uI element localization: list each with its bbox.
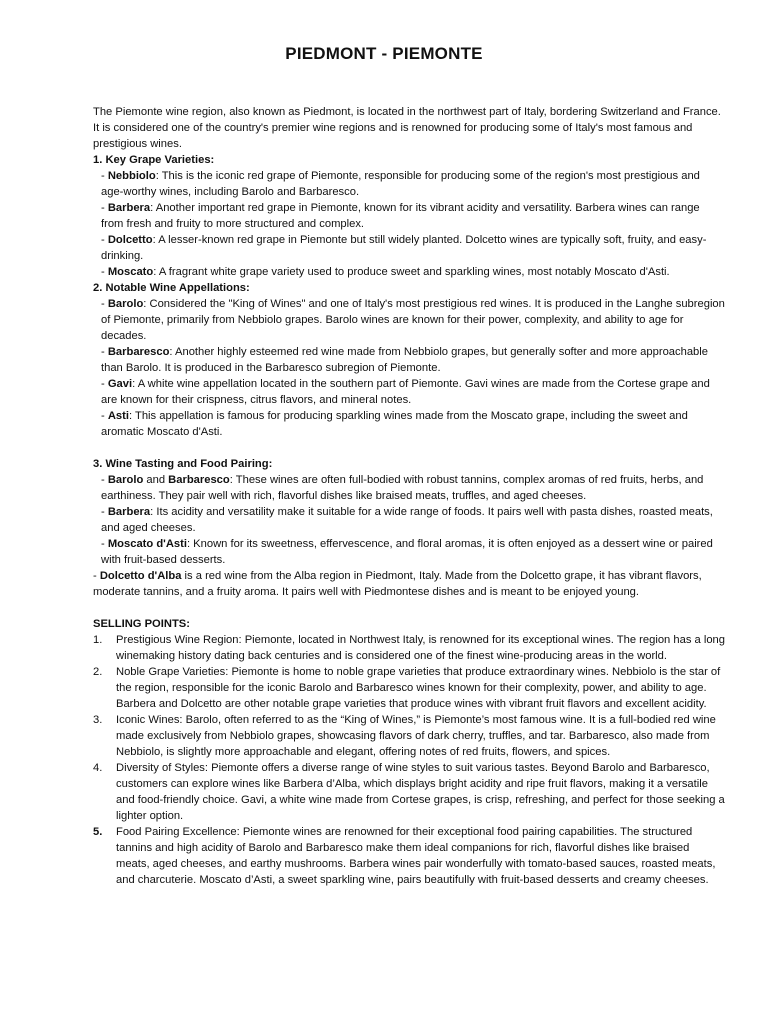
document-body (93, 104, 725, 888)
spacer (93, 600, 725, 616)
list-item: - Nebbiolo: This is the iconic red grape of Piemonte, responsible for producing some of the region's most prestigious and age-worthy wines, including Barolo and Barbaresco. (101, 170, 700, 198)
item-text: : A white wine appellation located in the southern part of Piemonte. Gavi wines are made from the Cortese grape and are known for their crispness, citrus flavors, and mineral notes. (101, 378, 710, 406)
list-item: - Dolcetto: A lesser-known red grape in Piemonte but still widely planted. Dolcetto wines are typically soft, fruity, and easy-drinking. (101, 234, 707, 262)
point-number: 2. (93, 666, 103, 678)
item-text: : A lesser-known red grape in Piemonte but still widely planted. Dolcetto wines are typically soft, fruity, and easy-drinking. (101, 234, 707, 262)
item-text: : Considered the "King of Wines" and one of Italy's most prestigious red wines. It is produced in the Langhe subregion of Piemonte, primarily from Nebbiolo grapes. Barolo wines are known for their power, complexity, and ability to age for decades. (101, 298, 725, 342)
intro-paragraph: The Piemonte wine region, also known as Piedmont, is located in the northwest part of Italy, bordering Switzerland and France. It is considered one of the country's premier wine regions and is renowned for producing some of Italy's most famous and prestigious wines. (93, 106, 721, 150)
selling-point (93, 632, 725, 664)
item-name: Barolo (107, 474, 144, 486)
item-text: : This is the iconic red grape of Piemonte, responsible for producing some of the region's most prestigious and age-worthy wines, including Barolo and Barbaresco. (101, 170, 700, 198)
item-text: : Another highly esteemed red wine made from Nebbiolo grapes, but generally softer and more approachable than Barolo. It is produced in the Barbaresco subregion of Piemonte. (101, 346, 708, 374)
section-heading-pairing: 3. Wine Tasting and Food Pairing: (93, 458, 273, 470)
item-name: Barbera (107, 202, 151, 214)
list-item: - Moscato: A fragrant white grape variety used to produce sweet and sparkling wines, most notably Moscato d'Asti. (101, 266, 670, 278)
section-heading-appellations: 2. Notable Wine Appellations: (93, 282, 250, 294)
list-item: - Asti: This appellation is famous for producing sparkling wines made from the Moscato grape, including the sweet and aromatic Moscato d'Asti. (101, 410, 688, 438)
point-text: Noble Grape Varieties: Piemonte is home to noble grape varieties that produce extraordinary wines. Nebbiolo is the star of the region, responsible for the iconic Barolo and Barbaresco wines known for their complexity, power, and ability to age. Barbera and Dolcetto are other notable grape varieties that produce wines with vibrant fruit flavors and excellent acidity. (116, 666, 721, 710)
item-conjunction: and (143, 474, 169, 486)
point-number: 1. (93, 634, 103, 646)
selling-points-list (93, 632, 725, 888)
item-name: Moscato (107, 266, 154, 278)
spacer (93, 440, 725, 456)
item-name: Barbaresco (107, 346, 170, 358)
list-item: - Barbaresco: Another highly esteemed red wine made from Nebbiolo grapes, but generally softer and more approachable than Barolo. It is produced in the Barbaresco subregion of Piemonte. (101, 346, 708, 374)
item-name: Barolo (107, 298, 144, 310)
list-item: - Moscato d'Asti: Known for its sweetness, effervescence, and floral aromas, it is often enjoyed as a dessert wine or paired with fruit-based desserts. (101, 538, 713, 566)
item-name: Dolcetto d'Alba (99, 570, 182, 582)
point-text: Prestigious Wine Region: Piemonte, located in Northwest Italy, is renowned for its exceptional wines. The region has a long winemaking history dating back centuries and is considered one of the finest wine-producing areas in the world. (116, 634, 726, 662)
list-item: - Dolcetto d'Alba is a red wine from the Alba region in Piedmont, Italy. Made from the Dolcetto grape, it has vibrant flavors, moderate tannins, and a fruity aroma. It pairs well with Piedmontese dishes and is meant to be enjoyed young. (93, 570, 702, 598)
list-item: - Barolo and Barbaresco: These wines are often full-bodied with robust tannins, complex aromas of red fruits, herbs, and earthiness. They pair well with rich, flavorful dishes like braised meats, truffles, and aged cheeses. (101, 474, 704, 502)
list-item: - Gavi: A white wine appellation located in the southern part of Piemonte. Gavi wines are made from the Cortese grape and are known for their crispness, citrus flavors, and mineral notes. (101, 378, 710, 406)
selling-points-heading: SELLING POINTS: (93, 618, 190, 630)
item-name: Asti (107, 410, 129, 422)
item-text: : These wines are often full-bodied with robust tannins, complex aromas of red fruits, herbs, and earthiness. They pair well with rich, flavorful dishes like braised meats, truffles, and aged cheeses. (101, 474, 704, 502)
item-name: Nebbiolo (107, 170, 156, 182)
page-title: PIEDMONT - PIEMONTE (285, 44, 483, 63)
point-text: Iconic Wines: Barolo, often referred to as the “King of Wines,” is Piemonte’s most famous wine. It is a full-bodied red wine made exclusively from Nebbiolo grapes, showcasing flavors of dark cherry, truffles, and tar. Barbaresco, also made from Nebbiolo, is slightly more approachable and elegant, offering notes of red fruits, flowers, and spices. (116, 714, 716, 758)
point-text: Diversity of Styles: Piemonte offers a diverse range of wine styles to suit various tastes. Beyond Barolo and Barbaresco, customers can explore wines like Barbera d’Alba, which displays bright acidity and ripe fruit flavors, making it a versatile and food-friendly choice. Gavi, a white wine made from Cortese grapes, is crisp, refreshing, and perfect for those seeking a lighter option. (116, 762, 725, 822)
item-text: : This appellation is famous for producing sparkling wines made from the Moscato grape, including the sweet and aromatic Moscato d'Asti. (101, 410, 688, 438)
item-text: : Another important red grape in Piemonte, known for its vibrant acidity and versatility. Barbera wines can range from fresh and fruity to more structured and complex. (101, 202, 700, 230)
list-item: - Barbera: Its acidity and versatility make it suitable for a wide range of foods. It pairs well with pasta dishes, roasted meats, and aged cheeses. (101, 506, 713, 534)
section-heading-grapes: 1. Key Grape Varieties: (93, 154, 215, 166)
point-number: 5. (93, 826, 103, 838)
point-text: Food Pairing Excellence: Piemonte wines are renowned for their exceptional food pairing capabilities. The structured tannins and high acidity of Barolo and Barbaresco make them ideal companions for rich, flavorful dishes like braised meats, aged cheeses, and earthy mushrooms. Barbera wines pair wonderfully with tomato-based sauces, roasted meats, and charcuterie. Moscato d’Asti, a sweet sparkling wine, pairs beautifully with fruit-based desserts and creamy cheeses. (116, 826, 716, 886)
item-name: Barbaresco (168, 474, 230, 486)
item-name: Dolcetto (107, 234, 153, 246)
item-name: Moscato d'Asti (107, 538, 187, 550)
point-number: 4. (93, 762, 103, 774)
item-name: Gavi (107, 378, 133, 390)
item-text: is a red wine from the Alba region in Piedmont, Italy. Made from the Dolcetto grape, it has vibrant flavors, moderate tannins, and a fruity aroma. It pairs well with Piedmontese dishes and is meant to be enjoyed young. (93, 570, 702, 598)
selling-point (93, 824, 725, 888)
selling-point (93, 664, 725, 712)
item-text: : Its acidity and versatility make it suitable for a wide range of foods. It pairs well with pasta dishes, roasted meats, and aged cheeses. (101, 506, 713, 534)
list-item: - Barbera: Another important red grape in Piemonte, known for its vibrant acidity and versatility. Barbera wines can range from fresh and fruity to more structured and complex. (101, 202, 700, 230)
list-item: - Barolo: Considered the "King of Wines" and one of Italy's most prestigious red wines. It is produced in the Langhe subregion of Piemonte, primarily from Nebbiolo grapes. Barolo wines are known for their power, complexity, and ability to age for decades. (101, 298, 725, 342)
item-name: Barbera (107, 506, 151, 518)
selling-point (93, 712, 725, 760)
point-number: 3. (93, 714, 103, 726)
item-text: : A fragrant white grape variety used to produce sweet and sparkling wines, most notably Moscato d'Asti. (153, 266, 670, 278)
selling-point (93, 760, 725, 824)
item-text: : Known for its sweetness, effervescence, and floral aromas, it is often enjoyed as a dessert wine or paired with fruit-based desserts. (101, 538, 713, 566)
